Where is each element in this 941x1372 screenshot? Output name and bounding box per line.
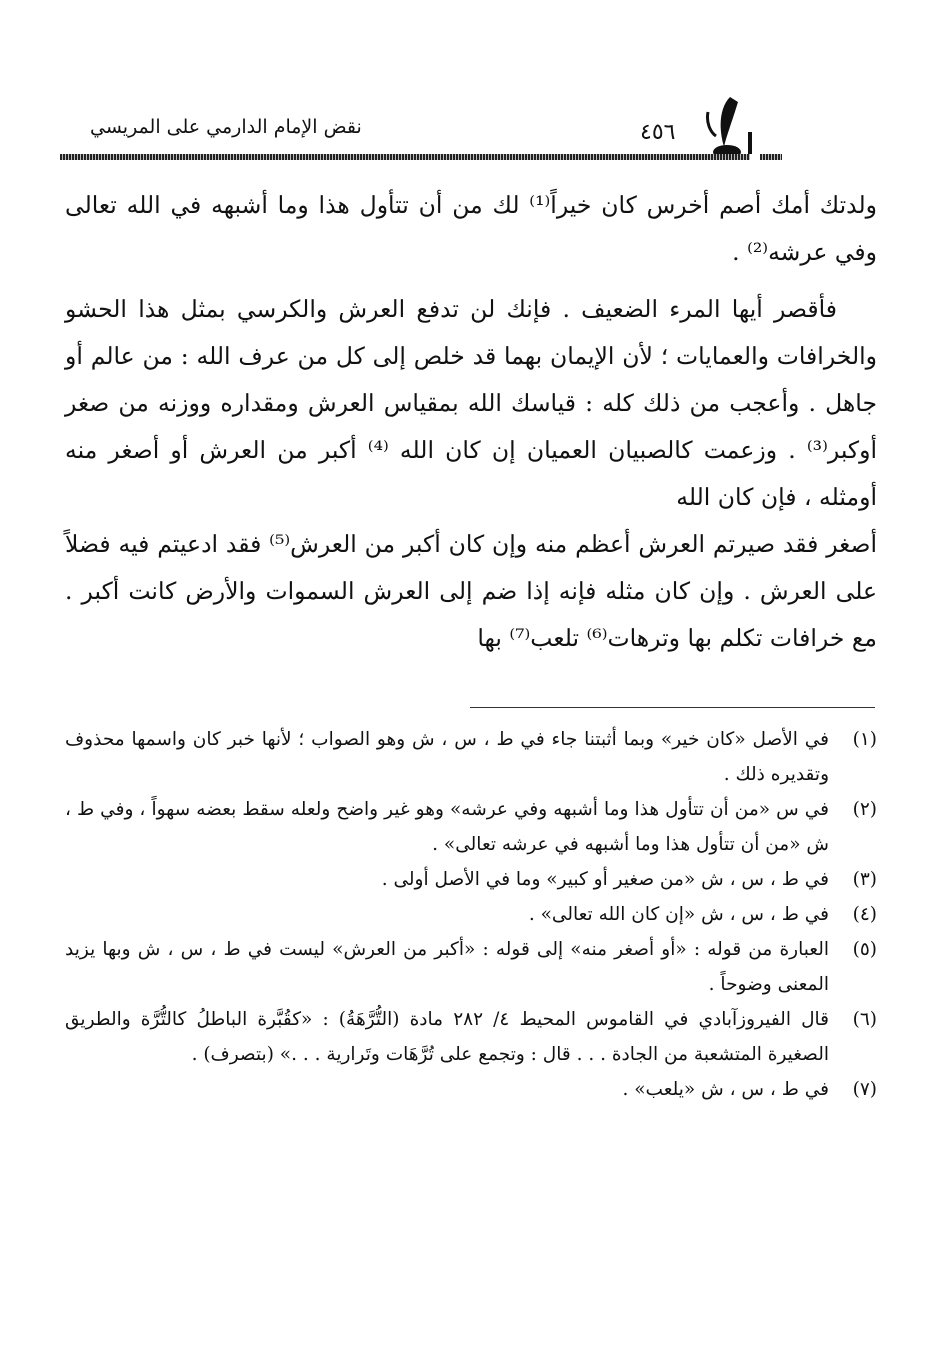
- footnote-text: في ط ، س ، ش «يلعب» .: [622, 1079, 829, 1100]
- footnote-number: (٣): [852, 869, 877, 890]
- quill-inkwell-icon: [700, 92, 755, 162]
- footnote: [65, 1002, 877, 1072]
- footnote-text: في الأصل «كان خير» وبما أثبتنا جاء في ط ، س ، ش وهو الصواب ؛ لأنها خبر كان واسمها محذوف وتقديره ذلك .: [65, 729, 829, 785]
- footnote: [65, 792, 877, 862]
- page-header: [60, 92, 880, 162]
- footnote-text: في ط ، س ، ش «إن كان الله تعالى» .: [528, 904, 829, 925]
- footnote-number: (٦): [852, 1009, 877, 1030]
- footnote-number: (١): [852, 729, 877, 750]
- footnotes: [65, 722, 877, 1107]
- footnote: [65, 862, 877, 897]
- footnote-number: (٤): [852, 904, 877, 925]
- footnote: [65, 1072, 877, 1107]
- paragraph: أصغر فقد صيرتم العرش أعظم منه وإن كان أكبر من العرش⁽⁵⁾ فقد ادعيتم فيه فضلاً على العرش . وإن كان مثله فإنه إذا ضم إلى العرش السموات والأرض كانت أكبر . مع خرافات تكلم بها وترهات⁽⁶⁾ تلعب⁽⁷⁾ بها: [65, 530, 877, 652]
- header-rule-ornament: [760, 154, 782, 160]
- footnote-text: العبارة من قوله : «أو أصغر منه» إلى قوله : «أكبر من العرش» ليست في ط ، س ، ش وبها يزيد المعنى وضوحاً .: [65, 939, 829, 995]
- footnote-text: في س «من أن تتأول هذا وما أشبهه وفي عرشه» وهو غير واضح ولعله سقط بعضه سهواً ، وفي ط ، ش «من أن تتأول هذا وما أشبهه في عرشه تعالى» .: [65, 799, 829, 855]
- footnote-separator: [470, 707, 875, 708]
- page-number: ٤٥٦: [640, 120, 676, 145]
- footnote-text: في ط ، س ، ش «من صغير أو كبير» وما في الأصل أولى .: [381, 869, 829, 890]
- paragraph: فأقصر أيها المرء الضعيف . فإنك لن تدفع العرش والكرسي بمثل هذا الحشو والخرافات والعمايات ؛ لأن الإيمان بهما قد خلص إلى كل من عرف الله : من عالم أو جاهل . وأعجب من ذلك كله : قياسك الله بمقياس العرش ومقداره ووزنه من صغر أوكبر⁽³⁾ . وزعمت كالصبيان العميان إن كان الله ⁽⁴⁾ أكبر من العرش أو أصغر منه أومثله ، فإن كان الله: [65, 295, 877, 511]
- footnote: [65, 932, 877, 1002]
- header-rule: [60, 154, 750, 160]
- running-title: نقض الإمام الدارمي على المريسي: [90, 116, 362, 138]
- footnote-number: (٢): [852, 799, 877, 820]
- paragraph: ولدتك أمك أصم أخرس كان خيراً⁽¹⁾ لك من أن تتأول هذا وما أشبهه في الله تعالى وفي عرشه⁽²⁾ .: [65, 191, 877, 266]
- footnote: [65, 722, 877, 792]
- footnote-text: قال الفيروزآبادي في القاموس المحيط ٤/ ٢٨٢ مادة (التُّرَّهَةُ) : «كقُبَّرة الباطلُ كالتُّرَّة والطريق الصغيرة المتشعبة من الجادة . . . قال : وتجمع على تُرَّهَات وتَرارية . . .» (بتصرف) .: [65, 1009, 830, 1065]
- main-text: [65, 182, 877, 662]
- footnote-number: (٥): [852, 939, 877, 960]
- footnote-number: (٧): [852, 1079, 877, 1100]
- footnote: [65, 897, 877, 932]
